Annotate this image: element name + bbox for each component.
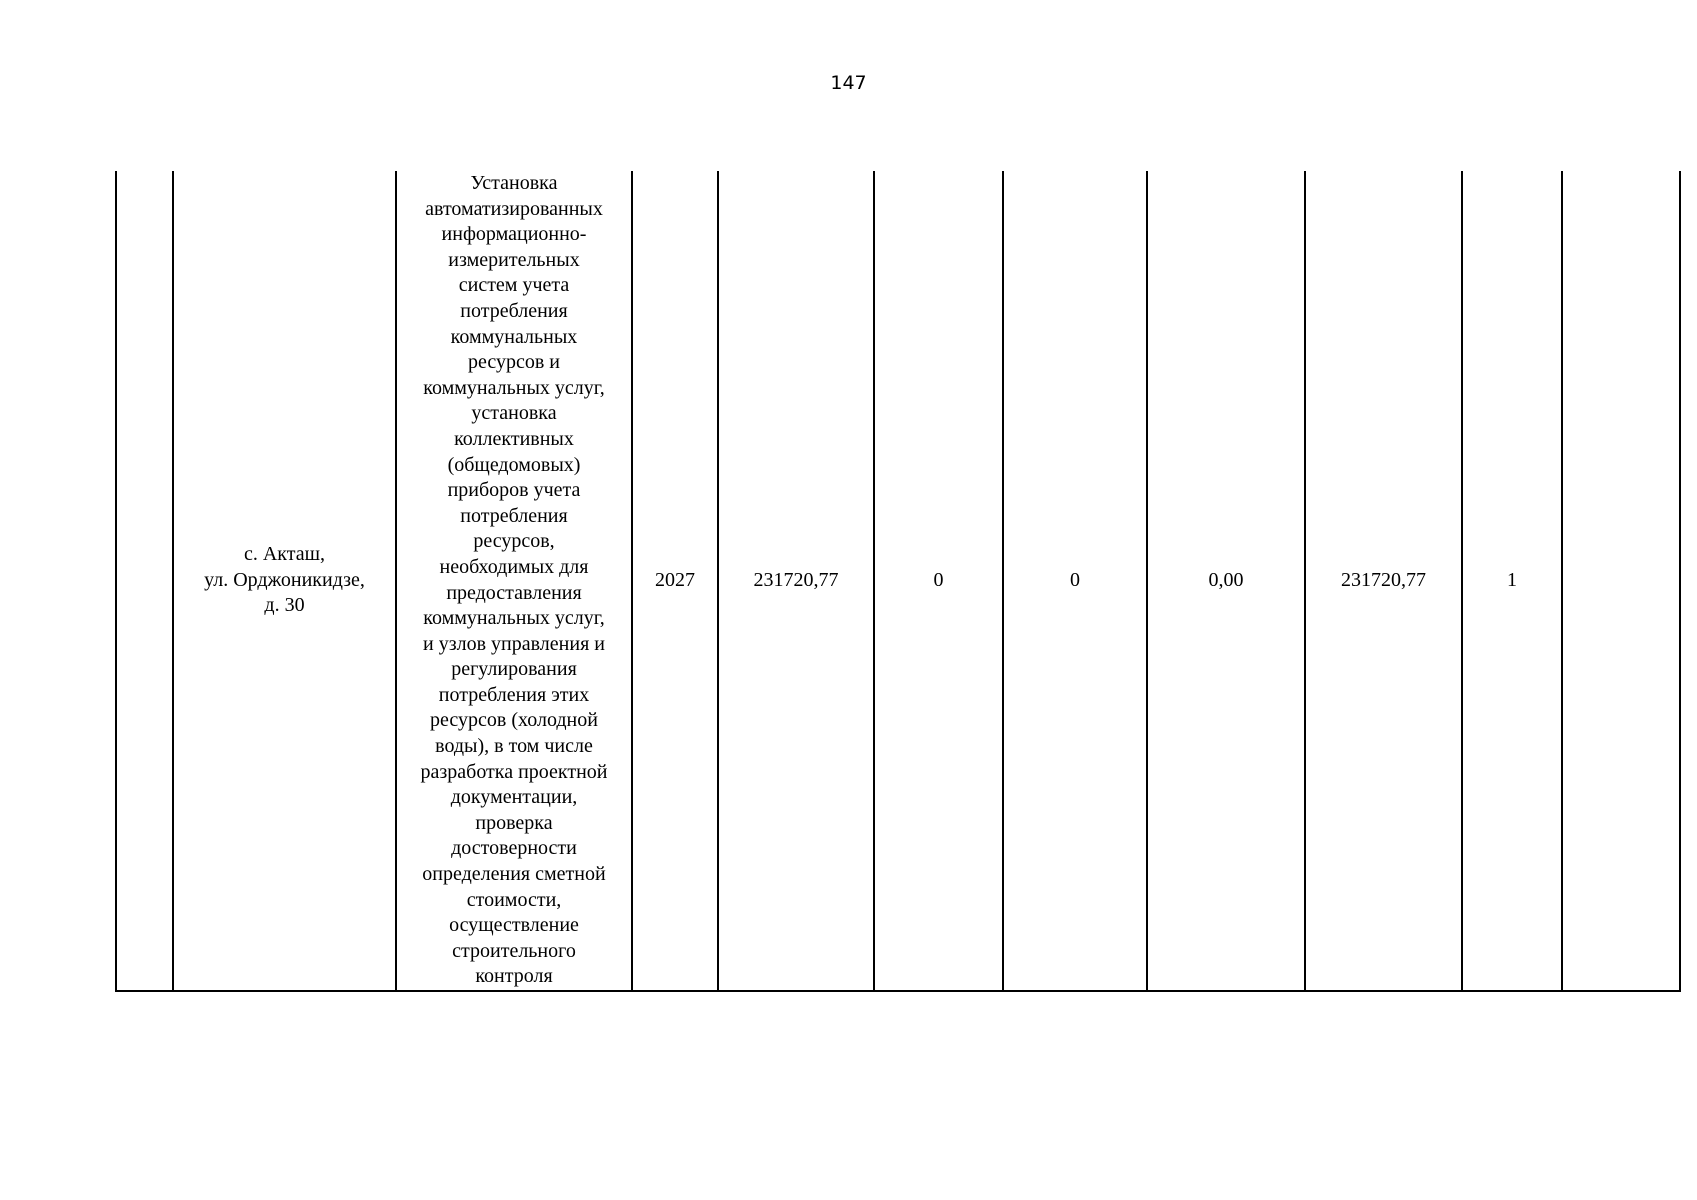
work-description-cell xyxy=(396,171,632,991)
row-index-cell xyxy=(116,171,173,991)
work-description-text: Установка автоматизированных информационно- измерительных систем учета потребления коммунальных ресурсов и коммунальных услуг, установка коллективных (общедомовых) приборов учета потребления ресурсов, необходимых для предоставления коммунальных услуг, и узлов управления и регулирования потребления этих ресурсов (холодной воды), в том числе разработка проектной документации, проверка достоверности определения сметной стоимости, осуществление строительного контроля xyxy=(420,172,608,988)
local-budget-cell: 0,00 xyxy=(1147,171,1305,991)
last-cell xyxy=(1562,171,1680,991)
address-settlement: с. Акташ, xyxy=(243,543,326,566)
fund-cost-cell: 0 xyxy=(874,171,1003,991)
count-cell: 1 xyxy=(1462,171,1562,991)
page-number: 147 xyxy=(830,72,867,94)
total-cost-cell: 231720,77 xyxy=(718,171,874,991)
address-house: д. 30 xyxy=(264,594,305,617)
year-cell: 2027 xyxy=(632,171,718,991)
works-table xyxy=(115,171,1681,992)
region-budget-cell: 0 xyxy=(1003,171,1147,991)
address-cell xyxy=(173,171,396,991)
address-street: ул. Орджоникидзе, xyxy=(204,568,365,591)
owners-funds-cell: 231720,77 xyxy=(1305,171,1462,991)
table-row xyxy=(116,171,1680,991)
